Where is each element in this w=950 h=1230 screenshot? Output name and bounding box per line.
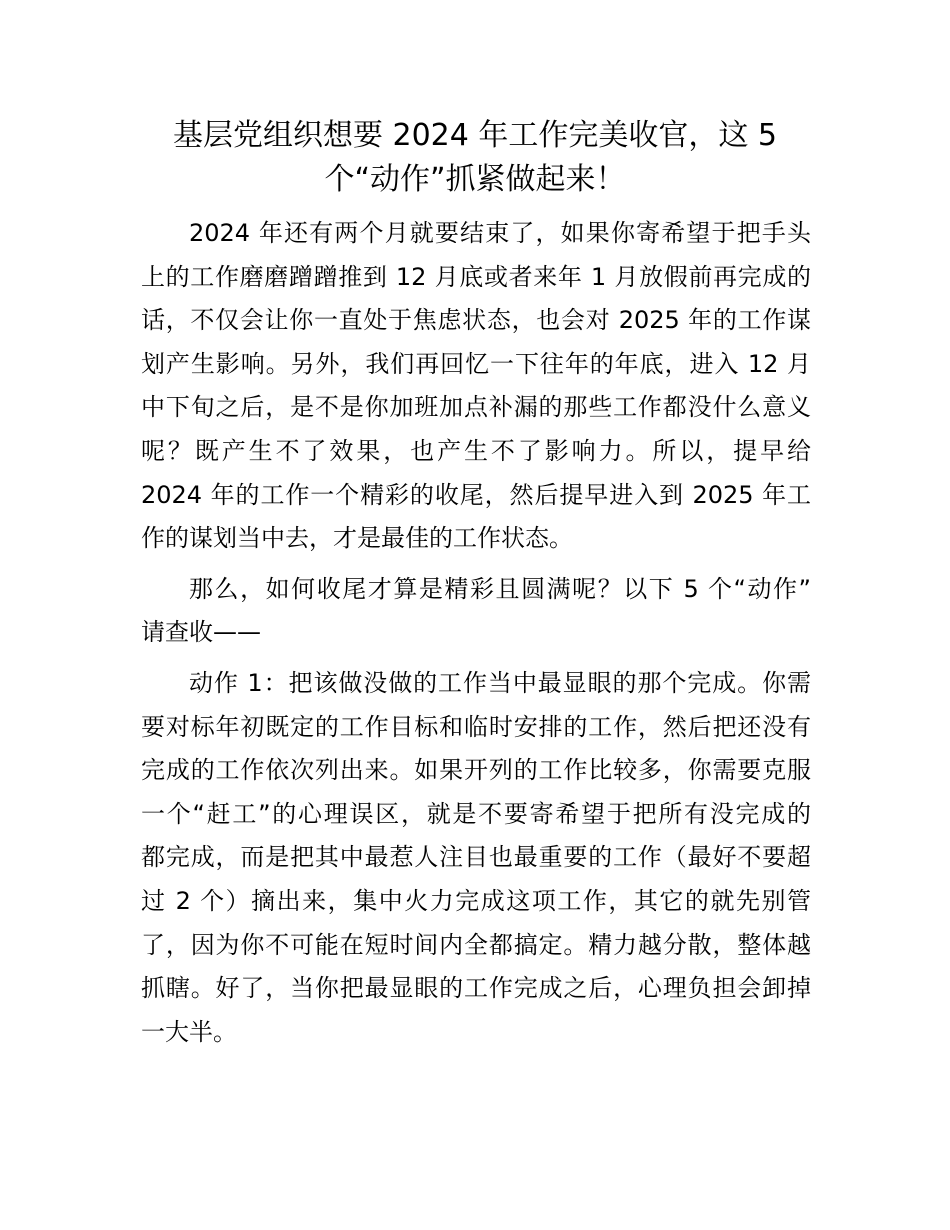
text-line: 请查收—— bbox=[141, 618, 261, 647]
text-line: 一个“赶工”的心理误区，就是不要寄希望于把所有没完成的 bbox=[141, 799, 811, 828]
document-title bbox=[130, 114, 820, 202]
text-line: 中下旬之后，是不是你加班加点补漏的那些工作都没什么意义 bbox=[141, 393, 811, 422]
text-line: 动作 1：把该做没做的工作当中最显眼的那个完成。你需 bbox=[189, 668, 811, 697]
text-line: 要对标年初既定的工作目标和临时安排的工作，然后把还没有 bbox=[141, 712, 811, 741]
text-line: 2024 年的工作一个精彩的收尾，然后提早进入到 2025 年工 bbox=[141, 480, 811, 509]
text-line: 抓瞎。好了，当你把最显眼的工作完成之后，心理负担会卸掉 bbox=[141, 974, 811, 1003]
paragraph bbox=[141, 662, 811, 1054]
text-line: 完成的工作依次列出来。如果开列的工作比较多，你需要克服 bbox=[141, 756, 811, 785]
text-line: 过 2 个）摘出来，集中火力完成这项工作，其它的就先别管 bbox=[141, 886, 811, 915]
title-line: 个“动作”抓紧做起来！ bbox=[324, 162, 626, 197]
text-line: 都完成，而是把其中最惹人注目也最重要的工作（最好不要超 bbox=[141, 843, 811, 872]
text-line: 了，因为你不可能在短时间内全都搞定。精力越分散，整体越 bbox=[141, 930, 811, 959]
text-line: 作的谋划当中去，才是最佳的工作状态。 bbox=[141, 524, 573, 553]
text-line: 上的工作磨磨蹭蹭推到 12 月底或者来年 1 月放假前再完成的 bbox=[141, 262, 811, 291]
paragraph bbox=[141, 568, 811, 655]
text-line: 2024 年还有两个月就要结束了，如果你寄希望于把手头 bbox=[189, 219, 811, 247]
text-line: 话，不仅会让你一直处于焦虑状态，也会对 2025 年的工作谋 bbox=[141, 306, 811, 335]
text-line: 呢？既产生不了效果，也产生不了影响力。所以，提早给 bbox=[141, 436, 811, 465]
text-line: 那么，如何收尾才算是精彩且圆满呢？以下 5 个“动作” bbox=[189, 574, 811, 603]
document-body bbox=[141, 212, 811, 1061]
title-line: 基层党组织想要 2024 年工作完美收官，这 5 bbox=[172, 118, 778, 153]
text-line: 划产生影响。另外，我们再回忆一下往年的年底，进入 12 月 bbox=[141, 349, 811, 378]
text-line: 一大半。 bbox=[141, 1017, 237, 1046]
paragraph bbox=[141, 212, 811, 561]
